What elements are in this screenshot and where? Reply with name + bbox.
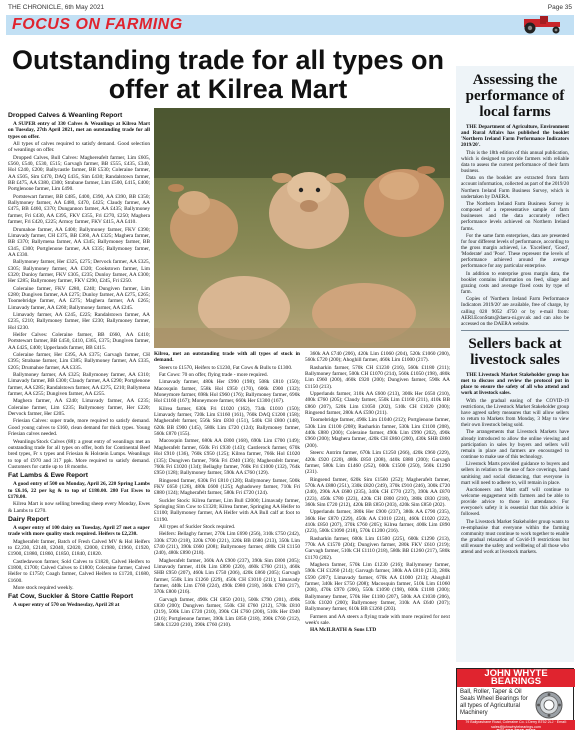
calves-photo — [154, 108, 450, 348]
article-paragraph: Rasharkin farmer, 600k Lim £1500 (225), 600k £1290 (213), 770k AA £1570 (204); Dungiven farmer, 280k FKV £610 (219); Garvagh farmer, 510k CH £1110 (218), 580k BB £1260 (217), 580k £1170 (202). — [305, 535, 450, 561]
article-paragraph: Farmers and AA steers a flying trade with more required for next week's sale. — [305, 613, 450, 627]
advert-address-text: 79 Ballyrashane Road, Coleraine Co. L'Derry BT52 2LJ — [465, 720, 554, 724]
article-paragraph: Macosquin farmer, 680k AA £800 (168), 690k Lim £700 (149); Magherafelt farmer, 650k Fri £930 (143); Castlerock farmer, 670k Hol £910 (136), 760k £950 (125); Kilrea farmer, 766k Hol £1020 (135); Dungiven farmer, 766k Fri £940 (136); Magherafelt farmer, 760k Fri £1020 (134); Bellaghy farmer, 760k Fri £1000 (132), 764k £950 (128); Ballymoney farmer, 590k AA £760 (129). — [154, 438, 300, 477]
paper-dateline: THE CHRONICLE, 6th May 2021 — [8, 4, 105, 11]
article-paragraph: Friesian Calves: super trade, more required to satisfy demand. Good young calves to £160, clean demand for thick types. Young Friesian calves needed. — [8, 418, 150, 438]
page-header — [8, 4, 572, 14]
section-heading: Dairy Report — [8, 515, 49, 523]
article-paragraph: A super entry of 570 on Wednesday, April 28 at — [13, 602, 120, 609]
article-paragraph: Steers to £1570, Heifers to £1230, Fat Cows & Bulls to £1300. — [159, 364, 293, 371]
article-paragraph: Fat Cows: 70 on offer, flying trade - more required. — [159, 372, 268, 379]
article-paragraph: A good entry of 500 on Monday, April 26, 220 Spring Lambs to £6.16, 22 per kg & to top of £180.00. 280 Fat Ewes to £178.00. — [8, 481, 150, 500]
article-paragraph: Ringsend farmer, 620k Sim £1560 (252); Magherafelt farmer, 570k AA £880 (251), 330k £820 (249), 370k £910 (246), 300k £720 (240), 290k AA £680 (235), 340k CH £770 (227), 390k AA £870 (223), 450k £780 (223), 420k CH £800 (210), 380k £830 (218), 360k Sim £720 (212), 420k BB £850 (203), 420k Sim £850 (202). — [305, 476, 450, 508]
banner-title: FOCUS ON FARMING — [12, 16, 183, 33]
article-paragraph: Upperlands farmer, 310k AA £600 (213), 300k Her £650 (210), 400k £760 (205); Claudy farmer, 550k Lim £1160 (211), 410k BB £860 (207), 520k Lim £1050 (202), 510k CH £1020 (200); Ringsend farmer, 280k AA £590 (211). — [305, 391, 450, 417]
sidebar-paragraph: The Livestock Market Stakeholder group wants to re-emphasise that everyone within the farming community must continue to work together to enable the gradual relaxation of Covid-19 restrictions but still ensure the safety and wellbeing of all those who attend and work at livestock markets. — [461, 518, 569, 556]
middle-article-column — [154, 351, 300, 731]
sidebar-text-2 — [456, 372, 574, 556]
sidebar-paragraph: For the same farm enterprises, data are presented for four different levels of performance, according to the gross margin achieved, i.e. 'Excellent', 'Good', 'Moderate' and 'Poor'. These represent the levels of performance achieved around the average performance for any particular enterprise. — [461, 232, 569, 270]
article-paragraph: Upperlands farmer, 380k Her £900 (237), 380k AA £790 (235), 360k Her £870 (229), 450k AA £1010 (224), 460k £1020 (222), 410k £850 (207), 370k £760 (205); Kilrea farmer, 400k Lim £890 (223), 500k £1090 (218), 570k £1200 (216). — [305, 509, 450, 535]
sidebar-paragraph: Copies of 'Northern Ireland Farm Performance Indicators 2019/20' are available, free of charge, by calling 028 9052 4750 or by e-mail from: AERI.EconStats@daera-ni.gov.uk and can also be accessed on the DAERA website. — [461, 296, 569, 327]
article-paragraph: Castledawson farmer, Sold Calves to £1820, Calved Heifers to £1800, £1700; Calved Calves to £1800; Coleraine farmer, Calved Heifer to £1750; Coagh farmer, Calved Heifers to £1720, £1680, £1600. — [8, 558, 150, 584]
calves-image — [154, 108, 450, 348]
sidebar-paragraph: Auctioneers and Mart staff will continue to welcome engagement with farmers and be able to provide advice to those in attendance. For everyone's safety it is essential that this advice is followed. — [461, 486, 569, 518]
article-paragraph: Coleraine farmer, Her £395, AA £375; Garvagh farmer, CH £395; Strabane farmer, Lim £385; Ballymoney farmer, AA £335, £205; Drumahoe farmer, AA £335. — [8, 352, 150, 371]
article-paragraph: Garvagh farmer, 490k CH £850 (201), 500k £790 (201), 490k £830 (200); Dungiven farmer, 550k CH £760 (212), 570k £810 (219), 500k Lim £720 (210), 390k CH £760 (200), 510k Her £940 (216); Portglenone farmer, 390k Lim £850 (218), 390k £760 (212), 580k £1220 (210), 390k £760 (210). — [154, 596, 300, 629]
article-paragraph: Ballymoney farmer, Her £325, £275; Dervock farmer, AA £325, £305; Ballymoney farmer, AA £320; Cookstown farmer, Lim £320; Dunloy farmer, FKV £305, £235; Dunloy farmer, AA £300; Her £285; Ballymoney farmer, FKV £290, £245, Fri £250. — [8, 259, 150, 285]
advert-brand — [457, 669, 575, 687]
article-paragraph: Magherafelt farmer, Batch of Fresh Calved MV & Hol Heifers to £2,230, £2140, £2040, £2020, £2000, £1980, £1960, £1920, £1900, £1880, £1860, £1850, £1840, £1820. — [8, 538, 150, 558]
section-heading: Fat Lambs & Ewe Report — [8, 472, 89, 480]
article-paragraph: Steers: Antrim farmer, 670k Lim £1250 (266), 420k £960 (229), 420k £920 (220), 480k £850 (208), 440k £880 (200); Garvagh farmer, 580k Lim £1460 (252), 600k £1500 (250), 560k £1290 (231). — [305, 450, 450, 476]
article-paragraph: Kilrea farmer, 630k Fri £1020 (162), 734k £1010 (150); Limavady farmer, 720k Lim £1160 (161), 760k DAQ £1200 (158); Magherafelt farmer, 556k Sim £830 (151), 540k CH £800 (148), 620k BB £900 (145), 580k Lim £720 (124); Ballymoney farmer, 560k £870 (155). — [154, 405, 300, 438]
advert-email: Email: sales@johnwhytebearings.com — [491, 720, 567, 729]
sidebar-paragraph: Livestock Marts provided guidance to buyers and sellers in relation to the use of face coverings, hand sanitising and social distancing, that everyone in mart will need to adhere to, will remain in place. — [461, 461, 569, 486]
sidebar — [456, 66, 574, 662]
article-paragraph: Toomebridge farmer, 490k Lim £1040 (212); Portglenone farmer, 530k Lim £1100 (208); Rasharkin farmer, 530k Lim £1100 (208), 440k £880 (200); Coleraine farmer, 490k Lim £990 (202), 490k £960 (200); Maghera farmer, 420k CH £860 (200), 430k SHB £860 (200). — [305, 417, 450, 449]
article-paragraph: Magherafelt farmer, 360k AA £900 (237), 390k Sim £800 (205); Limavady farmer, 410k Lim £890 (220), 460k £760 (211), 460k SHB £950 (207), 460k Lim £750 (206), 420k £860 (205); Garvagh farmer, 550k Lim £1260 (229), 450k CH £1010 (211); Limavady farmer, 440k Lim £760 (224), 490k £980 (218), 360k £780 (217), 370k £800 (216). — [154, 557, 300, 596]
sidebar-paragraph: THE Department of Agriculture, Environment and Rural Affairs has published the booklet 'Northern Ireland Farm Performance Indicators 2019/20'. — [461, 124, 569, 149]
sidebar-paragraph: This is the 18th edition of this annual publication, which is designed to provide farmers with reliable data to assess the current performance of their farm business. — [461, 149, 569, 175]
article-paragraph: All types of Suckler Stock required. — [159, 523, 236, 530]
sidebar-paragraph: With the gradual easing of the COVID-19 restrictions, the Livestock Market Stakeholder group have agreed safety measures that will allow sellers to return to Markets from Monday, 3 May to view their own livestock being sold. — [461, 397, 569, 429]
bearings-advert — [456, 668, 574, 733]
article-paragraph: Ringsend farmer, 630k Fri £810 (128); Ballymoney farmer, 500k FKV £650 (126), 480k £600 (125); Aghadowey farmer, 710k Fri £880 (124); Magherafelt farmer, 580k Fri £720 (124). — [154, 477, 300, 497]
sidebar-headline-2: Sellers back at livestock sales — [468, 336, 562, 368]
right-article-column — [305, 351, 450, 731]
advert-footer — [457, 720, 575, 733]
article-paragraph: Limavady farmer, AA £245, £225; Randalstown farmer, AA £235, £210; Ballymoney farmer, Her £230; Ballymoney farmer, Hol £230. — [8, 311, 150, 331]
article-paragraph: Drumahoe farmer, AA £400; Ballymoney farmer, FKV £390; Limavady farmer, CH £375, BB £360, AA £325; Maghera farmer, BB £370; Ballymena farmer, AA £345; Ballymoney farmer, BB £345, £300; Portglenone farmer, AA £335; Ballymoney farmer, AA £330. — [8, 226, 150, 258]
section-heading: Fat Cow, Suckler & Store Cattle Report — [8, 593, 134, 601]
advert-brand-line-1: JOHN WHYTE — [484, 668, 548, 679]
article-paragraph: Weanlings/Stock Calves (88): a great entry of weanlings met an outstanding trade for all types on offer, both for Continental Beef bred types, Fr x types and Friesian & Holstein Lumps. Weanlings to top of £970 and 317 ppk. More required to satisfy demand. Customers for cattle up to 18 months. — [8, 438, 150, 470]
advert-text: Ball, Roller, Taper & Oil Seals Wheel Bearings for all types of Agricultural Machinery — [460, 689, 528, 716]
sidebar-paragraph: THE Livestock Market Stakeholder group has met to discuss and review the protocol put in place to ensure the safety of all who attend and work at livestock sales. — [461, 372, 569, 397]
sidebar-text-1 — [456, 124, 574, 327]
bearing-icon — [529, 690, 569, 720]
advert-address: 79 Ballyrashane Road, Coleraine Co. L'Derry BT52 2LJ · Email: sales@johnwhytebearings.com — [465, 720, 567, 729]
article-paragraph: Maghera farmer, AA £240; Limavady farmer, AA £235; Coleraine farmer, Lim £235; Ballymoney farmer, Her £220; Dervock farmer, Her £205. — [8, 398, 150, 418]
photo-caption: Kilrea, met an outstanding trade with all types of stock in demand. — [154, 351, 300, 364]
article-byline: HA McILRATH & Sons LTD — [310, 627, 377, 634]
article-paragraph: Ballymoney farmer, AA £325; Ballymoney farmer, AA £310; Limavady farmer, BB £300; Claudy farmer, AA £290; Portglenone farmer, AA £285; Randalstown farmer, AA £275, £210; Ballymena farmer, AA £255; Dungiven farmer, AA £255. — [8, 372, 150, 398]
advert-brand-line-2: BEARINGS — [490, 676, 542, 687]
article-paragraph: Portstewart farmer, BB £485, £400, £390, AA £390, BB £350; Ballymoney farmer, AA £480, £470, £425; Claudy farmer, AA £475, BB £460, £370; Dungannon farmer, AA £435; Ballymoney farmer, Fri £430, AA £395, FKV £355, Fri £270, £250; Maghera farmer, Fri £420, £225; Armoy farmer, FKV £415, AA £410. — [8, 193, 150, 226]
article-paragraph: Rasharkin farmer, 570k CH £1230 (216), 560k £1180 (211); Ballymoney farmer, 500k CH £1070 (214), 560k £1050 (198), 480k Lim £960 (200), 460k £920 (200); Dungiven farmer, 590k AA £1150 (213). — [305, 364, 450, 390]
main-headline: Outstanding trade for all types on offer at Kilrea Mart — [11, 45, 445, 104]
advert-phone: Tel: 028 7035 8003 — [496, 728, 536, 733]
section-banner — [6, 15, 574, 35]
left-article-column — [8, 110, 150, 730]
sidebar-divider — [461, 330, 569, 331]
article-paragraph: More stock required weekly. — [13, 585, 74, 592]
article-paragraph: A SUPER entry of 330 Calves & Weanlings at Kilrea Mart on Tuesday, 27th April 2021, met an outstanding trade for all types on offer. — [8, 121, 150, 140]
article-paragraph: 360k AA £740 (206), 420k Lim £1060 (204), 520k £1060 (200), 560k £720 (200); Ahoghill farmer, 460k Lim £1000 (217). — [305, 351, 450, 364]
article-paragraph: All types of calves required to satisfy demand. Good selection of weanlings on offer. — [8, 141, 150, 154]
sidebar-paragraph: The Northern Ireland Farm Business Survey is composed of a representative sample of farm businesses and the data accurately reflect performance levels achieved on Northern Ireland farms. — [461, 200, 569, 232]
page-number: Page 35 — [547, 4, 572, 11]
article-paragraph: Heifer Calves: Coleraine farmer, BB £660, AA £410; Portstewart farmer, BB £450, £410, £365, £375; Dungiven farmer, AA £425, £400; Upperlands farmer, BB £415. — [8, 332, 150, 351]
tractor-icon — [510, 16, 570, 34]
sidebar-headline-1: Assessing the performance of local farms — [465, 72, 565, 120]
section-heading: Dropped Calves & Weanling Report — [8, 112, 123, 119]
article-paragraph: Maghera farmer, 570k Lim £1230 (216); Ballymoney farmer, 590k CH £1260 (214); Garvagh farmer, 380k AA £810 (213), 280k £590 (207); Limavady farmer, 670k AA £1000 (213); Ahoghill farmer, 340k Her £750 (208); Macosquin farmer, 510k Lim £1060 (208), 470k £970 (206), 550k £1090 (198), 600k £1180 (200); Ballymoney farmer, 570k Her £1180 (207), 500k AA £1030 (206), 510k £1020 (200); Ballymoney farmer, 310k AA £640 (207); Ballymoney farmer, 610k BB £1260 (203). — [305, 562, 450, 613]
sidebar-paragraph: In addition to enterprise gross margin data, the booklet contains information on feed, silage and grazing costs and average fixed costs by type of farm. — [461, 270, 569, 296]
article-paragraph: Heifers: Bellaghy farmer, 270k Lim £690 (256), 310k £750 (242), 330k £720 (218), 320k £700 (221), 320k BB £680 (213), 350k Lim £740 (211), 390k £660 (208); Ballymoney farmer, 480k CH £1150 (240), 480k £890 (218). — [154, 531, 300, 557]
sidebar-paragraph: The arrangements that Livestock Markets have already introduced to allow the online viewing and participation in sales by buyers and sellers will remain in place and farmers are encouraged to continue to make use of this technology. — [461, 429, 569, 461]
article-paragraph: Suckler Stock: Kilrea farmer, Lim Bull £2000; Limavady farmer, Springing Sim Cow to £1320; Kilrea farmer, Springing AA Heifer to £1100; Ballymoney farmer, AA Heifer with AA Bull calf at foot to £1190. — [154, 497, 300, 523]
article-paragraph: A super entry of 100 dairy on Tuesday, April 27 met a super trade with more quality stock required. Heifers to £2,230. — [8, 524, 150, 538]
sidebar-paragraph: Data on the booklet are extracted from farm account information, collected as part of the 2019/20 Northern Ireland Farm Business Survey, which is undertaken by DAERA. — [461, 175, 569, 200]
article-paragraph: Coleraine farmer, FKV £280, £240; Dungiven farmer, Lim £280; Dungiven farmer, AA £275; Dunloy farmer, AA £275, £265; Toomebridge farmer, AA £275; Maghera farmer, AA £265; Limavady farmer, AA £260; Ballymoney farmer, AA £245. — [8, 285, 150, 311]
article-paragraph: Kilrea Mart is now selling breeding sheep every Monday, Ewes & Lambs to £270. — [8, 501, 150, 514]
article-paragraph: Dropped Calves, Bull Calves: Maghereafelt farmer, Lim £605, £560, £540, £530, £515; Garvagh farmer, BB £555, £435, £340, Hol £240, £200; Ballycastle farmer, BB £530; Coleraine farmer, AA £505, Sim £470, DAQ £435, Sim £430; Randalstown farmer, BB £475, AA £380, £300; Strabane farmer, Lim £500, £415, £400; Portglenone farmer, Lim £490. — [8, 154, 150, 193]
article-paragraph: Limavady farmer, 480k Her £990 (198); 508k £810 (150); Macosquin farmer, 558k Hol £950 (170), 606k £900 (132); Moneymore farmer, 698k Hol £960 (176); Ballymoney farmer, 690k Hol £1160 (167); Moneymore farmer, 660k Her £1300 (167). — [154, 379, 300, 405]
